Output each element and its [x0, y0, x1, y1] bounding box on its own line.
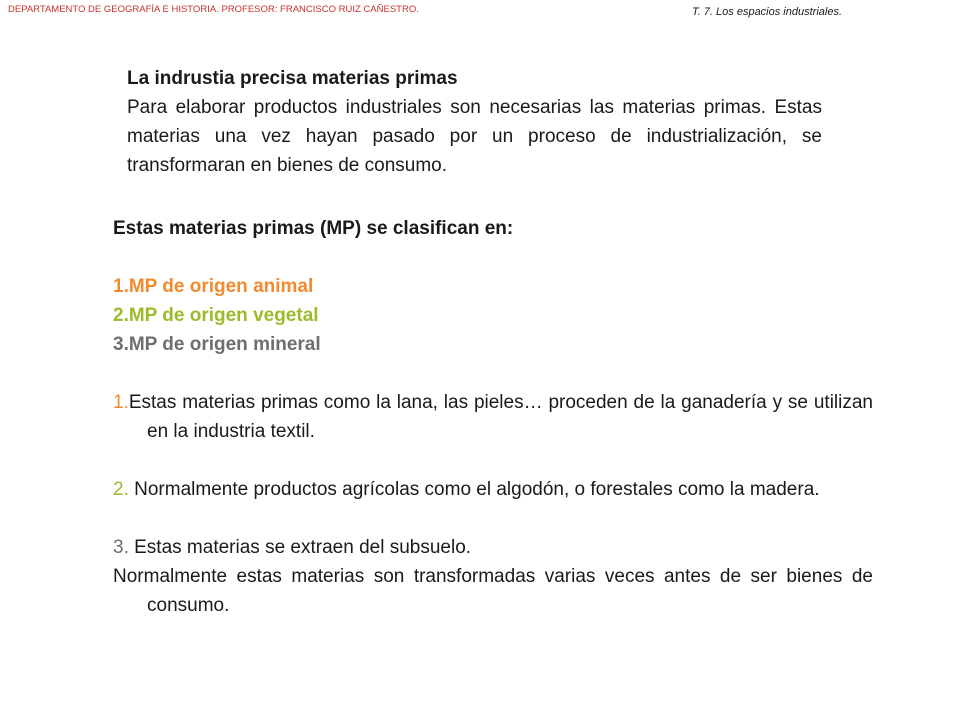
intro-body: Para elaborar productos industriales son necesarias las materias primas. Estas materias una vez hayan pasado por un proceso de industrialización, se transformaran en bienes de consumo. — [127, 97, 822, 176]
classification-subtitle: Estas materias primas (MP) se clasifican en: — [113, 218, 514, 239]
topic-header: T. 7. Los espacios industriales. — [691, 6, 842, 18]
explanation-animal — [113, 388, 873, 446]
list-item-mineral: 3.MP de origen mineral — [113, 334, 321, 355]
intro-title: La indrustia precisa materias primas — [127, 68, 458, 89]
explanation-text: Normalmente productos agrícolas como el algodón, o forestales como la madera. — [128, 479, 820, 500]
explanation-vegetal — [113, 475, 873, 504]
list-item-vegetal: 2.MP de origen vegetal — [113, 305, 319, 326]
intro-block — [127, 64, 822, 180]
spacer — [113, 243, 873, 272]
explanation-mineral — [113, 533, 873, 562]
closing-paragraph: Normalmente estas materias son transformadas varias veces antes de ser bienes de consumo. — [113, 566, 873, 616]
explanation-number: 3. — [113, 537, 129, 558]
spacer — [113, 504, 873, 533]
explanation-text: Estas materias se extraen del subsuelo. — [128, 537, 472, 558]
explanation-number: 1. — [113, 392, 129, 413]
department-header: DEPARTAMENTO DE GEOGRAFÍA E HISTORIA. PROFESOR: FRANCISCO RUIZ CAÑESTRO. — [8, 4, 419, 15]
spacer — [113, 359, 873, 388]
spacer — [113, 446, 873, 475]
explanation-text: Estas materias primas como la lana, las pieles… proceden de la ganadería y se utilizan en la industria textil. — [128, 392, 873, 442]
explanation-number: 2. — [113, 479, 129, 500]
list-item-animal: 1.MP de origen animal — [113, 276, 314, 297]
classification-block — [113, 214, 873, 620]
